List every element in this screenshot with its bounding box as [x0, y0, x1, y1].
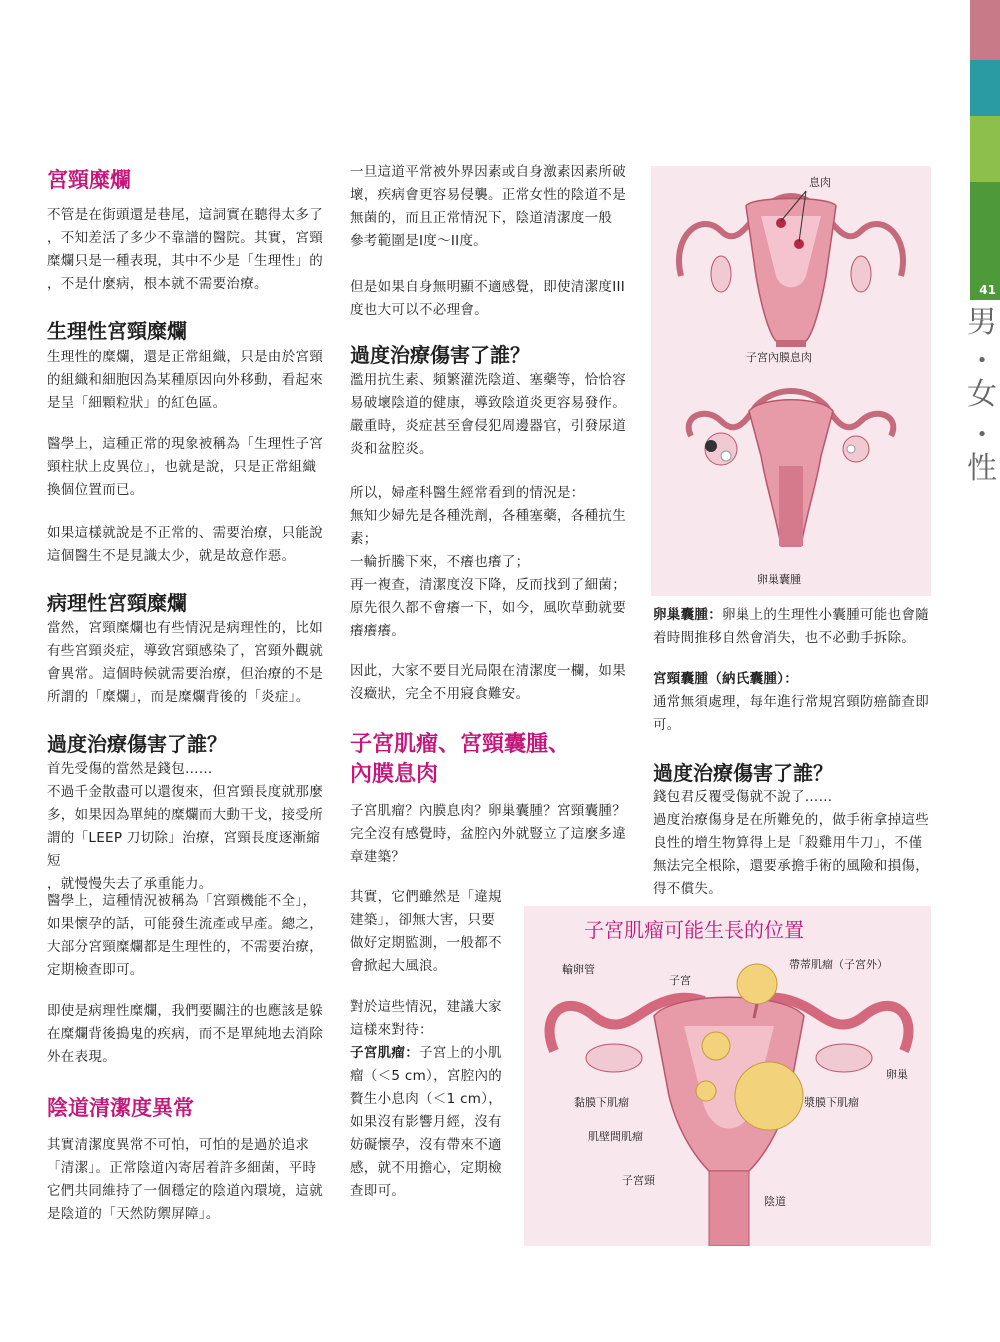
- uterus-illustration: [651, 166, 931, 596]
- side-tab-lime: [970, 116, 1000, 182]
- heading-overtreatment-3: 過度治療傷害了誰？: [653, 761, 833, 785]
- side-tab-teal: [970, 60, 1000, 116]
- col2-paragraph-4: 所以，婦產科醫生經常看到的情況是： 無知少婦先是各種洗劑，各種塞藥，各種抗生 素； 一輪折騰下來，不癢也癢了； 再一複查，清潔度沒下降，反而找到了細菌； 原先很久都不會癢一下，如今，風吹草動就要 癢癢癢。: [350, 485, 626, 639]
- sidebar-char-3: 女: [967, 377, 997, 412]
- col1-paragraph-4: 如果這樣就說是不正常的、需要治療，只能說 這個醫生不是見識太少，就是故意作惡。: [47, 525, 323, 564]
- heading-vaginal-cleanliness: 陰道清潔度異常: [47, 1096, 194, 1120]
- label-ovary: 卵巢: [886, 1068, 908, 1081]
- heading-fibroids-cysts-polyps: 子宮肌瘤、宮頸囊腫、 內膜息肉: [350, 732, 571, 787]
- col1-paragraph-1: 不管是在街頭還是巷尾，這詞實在聽得太多了 ，不知差活了多少不靠譜的醫院。其實，宮頸 糜爛只是一種表現，其中不少是「生理性」的 ，不是什麼病，根本就不需要治療。: [47, 207, 323, 292]
- ovarian-note-label: 卵巢囊腫：: [653, 607, 722, 623]
- label-pedunculated-fibroid: 帶蒂肌瘤（子宮外）: [789, 958, 888, 971]
- col1-paragraph-3: 醫學上，這種正常的現象被稱為「生理性子宮 頸柱狀上皮異位」，也就是說，只是正常組織 換個位置而已。: [47, 436, 323, 498]
- page-number: 41: [979, 283, 996, 297]
- col2-paragraph-6: 子宮肌瘤？內膜息肉？卵巢囊腫？宮頸囊腫？ 完全沒有感覺時，盆腔內外就豎立了這麼多違 章建築？: [350, 803, 626, 865]
- label-fallopian-tube: 輸卵管: [562, 963, 595, 976]
- col1-paragraph-7: 醫學上，這種情況被稱為「宮頸機能不全」， 如果懷孕的話，可能發生流產或早產。總之， 大部分宮頸糜爛都是生理性的，不需要治療， 定期檢查即可。: [47, 893, 323, 978]
- sidebar-char-5: 性: [967, 451, 997, 486]
- heading-overtreatment-1: 過度治療傷害了誰？: [47, 732, 227, 756]
- label-submucosal-fibroid: 黏膜下肌瘤: [574, 1096, 629, 1109]
- sidebar-char-2: •: [976, 350, 988, 371]
- sidebar-char-4: •: [976, 424, 988, 445]
- heading-cervical-erosion: 宮頸糜爛: [47, 168, 131, 192]
- uterus-polyp-drawing: [679, 191, 903, 347]
- heading-physiological-erosion: 生理性宮頸糜爛: [47, 319, 187, 343]
- col3-cervical-cyst-label: 宮頸囊腫（納氏囊腫）：: [653, 671, 799, 687]
- label-polyp: 息肉: [809, 176, 831, 189]
- fibroid-note-label: 子宮肌瘤：: [350, 1045, 419, 1061]
- heading-overtreatment-2: 過度治療傷害了誰？: [350, 343, 530, 367]
- label-uterus: 子宮: [669, 974, 691, 987]
- label-subserosal-fibroid: 漿膜下肌瘤: [804, 1096, 859, 1109]
- col3-ovarian-note: [653, 604, 938, 650]
- heading-pathological-erosion: 病理性宮頸糜爛: [47, 591, 187, 615]
- col2-paragraph-2: 但是如果自身無明顯不適感覺，即使清潔度III 度也大可以不必理會。: [350, 279, 626, 318]
- col2-paragraph-7: 其實，它們雖然是「違規 建築」，卻無大害，只要 做好定期監測，一般都不 會掀起大風浪。: [350, 889, 502, 974]
- label-ovarian-cyst: 卵巢囊腫: [757, 573, 801, 586]
- side-tab-pink: [970, 0, 1000, 60]
- col2-fibroid-note: [350, 1042, 515, 1203]
- col1-paragraph-6: 首先受傷的當然是錢包…… 不過千金散盡可以還復來，但宮頸長度就那麼 多，如果因為單純的糜爛而大動干戈，接受所 謂的「LEEP 刀切除」治療，宮頸長度逐漸縮短 ，就慢慢失去了承重能力。: [47, 761, 323, 892]
- figure-uterus-polyps-cysts: [651, 166, 931, 596]
- col1-paragraph-2: 生理性的糜爛，還是正常組織，只是由於宮頸 的組織和細胞因為某種原因向外移動，看起來 是呈「細顆粒狀」的紅色區。: [47, 349, 323, 411]
- label-vagina: 陰道: [764, 1195, 786, 1208]
- col3-cervical-cyst-text: 通常無須處理，每年進行常規宮頸防癌篩查即 可。: [653, 694, 929, 733]
- figure-fibroid-locations: [524, 906, 931, 1246]
- col2-paragraph-3: 濫用抗生素、頻繁灌洗陰道、塞藥等，恰恰容 易破壞陰道的健康，導致陰道炎更容易發作。 嚴重時，炎症甚至會侵犯周邊器官，引發尿道 炎和盆腔炎。: [350, 372, 626, 457]
- col3-paragraph-3: 錢包君反覆受傷就不說了…… 過度治療傷身是在所難免的，做手術拿掉這些 良性的增生物算得上是「殺雞用牛刀」，不僅 無法完全根除，還要承擔手術的風險和損傷， 得不償失。: [653, 789, 929, 897]
- label-intramural-fibroid: 肌壁間肌瘤: [588, 1130, 643, 1143]
- col1-paragraph-5: 當然，宮頸糜爛也有些情況是病理性的，比如 有些宮頸炎症，導致宮頸感染了，宮頸外觀就 會異常。這個時候就需要治療，但治療的不是 所謂的「糜爛」，而是糜爛背後的「炎症」。: [47, 620, 323, 705]
- figure-title: 子宮肌瘤可能生長的位置: [584, 918, 804, 942]
- uterus-ovarian-cyst-drawing: [689, 391, 894, 546]
- sidebar-char-1: 男: [967, 305, 997, 340]
- col2-paragraph-1: 一旦這道平常被外界因素或自身激素因素所破 壞，疾病會更容易侵襲。正常女性的陰道不是 無菌的，而且正常情況下，陰道清潔度一般 參考範圍是I度～II度。: [350, 164, 626, 249]
- col1-paragraph-8: 即使是病理性糜爛，我們要關注的也應該是躲 在糜爛背後搗鬼的疾病，而不是單純地去消除 外在表現。: [47, 1003, 323, 1065]
- fibroid-note-text: 子宮上的小肌 瘤（＜5 cm），宮腔內的 贅生小息肉（＜1 cm）， 如果沒有影響月經，沒有 妨礙懷孕，沒有帶來不適 感，就不用擔心，定期檢 查即可。: [350, 1045, 503, 1199]
- ovarian-note-text: 卵巢上的生理性小囊腫可能也會隨 着時間推移自然會消失，也不必動手拆除。: [653, 607, 929, 646]
- label-cervix: 子宮頸: [622, 1174, 655, 1187]
- label-endometrial-polyp: 子宮內膜息肉: [746, 351, 812, 364]
- col2-paragraph-8: 對於這些情況，建議大家 這樣來對待：: [350, 999, 502, 1038]
- col2-paragraph-5: 因此，大家不要目光局限在清潔度一欄，如果 沒癥狀，完全不用寢食難安。: [350, 663, 626, 702]
- col1-paragraph-9: 其實清潔度異常不可怕，可怕的是過於追求 「清潔」。正常陰道內寄居着許多細菌，平時 它們共同維持了一個穩定的陰道內環境，這就 是陰道的「天然防禦屏障」。: [47, 1137, 323, 1222]
